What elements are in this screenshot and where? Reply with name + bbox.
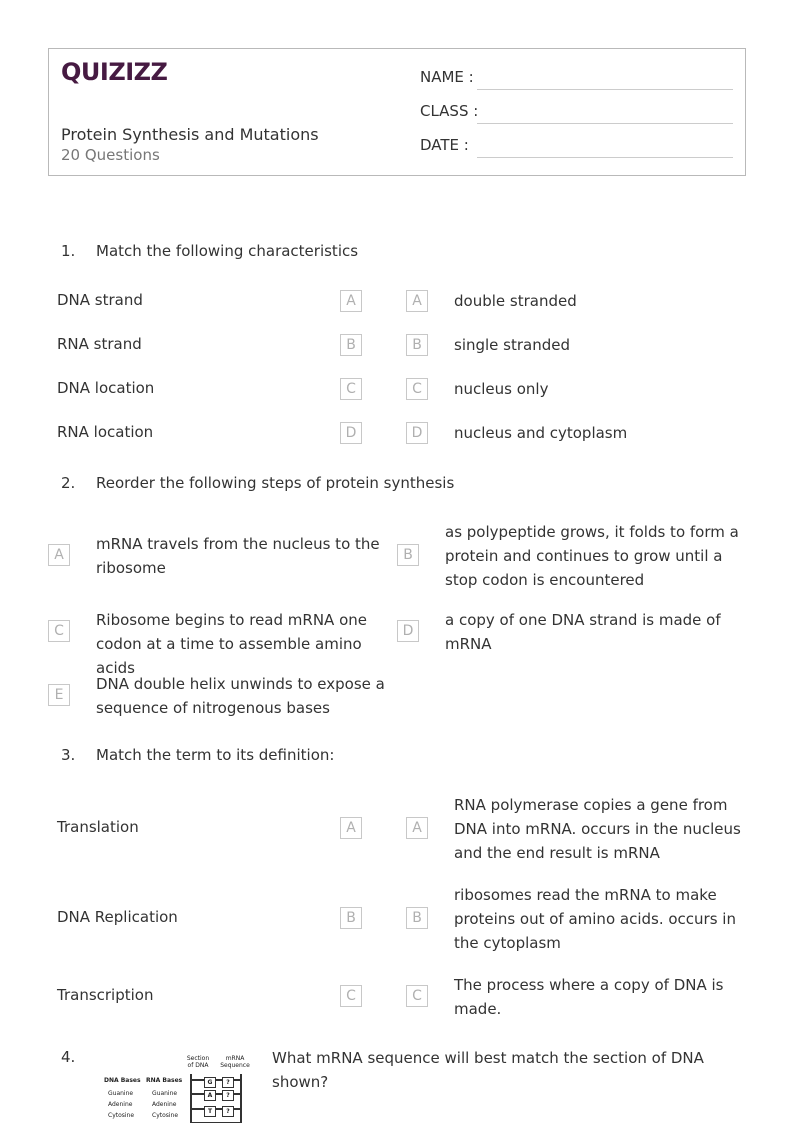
name-label: NAME :	[420, 68, 474, 86]
option-letter-box[interactable]: B	[397, 544, 419, 566]
question-count: 20 Questions	[61, 146, 160, 164]
option-letter-box: A	[406, 817, 428, 839]
rna-base: Adenine	[152, 1101, 177, 1108]
mrna-sequence-label: mRNA Sequence	[220, 1055, 250, 1069]
match-right-item: ribosomes read the mRNA to make proteins out of amino acids. occurs in the cytoplasm	[454, 886, 736, 952]
match-left-item: RNA location	[57, 423, 154, 441]
match-right-item: double stranded	[454, 292, 577, 310]
answer-box[interactable]: B	[340, 907, 362, 929]
dna-base-tile: A	[204, 1090, 216, 1101]
option-letter-box[interactable]: D	[397, 620, 419, 642]
match-left-item: Transcription	[57, 986, 154, 1004]
option-letter-box: C	[406, 985, 428, 1007]
option-text: Ribosome begins to read mRNA one codon at a time to assemble amino acids	[96, 611, 367, 677]
match-right-item: The process where a copy of DNA is made.	[454, 976, 724, 1018]
rna-base: Cytosine	[152, 1112, 179, 1119]
worksheet-title: Protein Synthesis and Mutations	[61, 125, 319, 144]
option-letter-box: B	[406, 334, 428, 356]
class-label: CLASS :	[420, 102, 479, 120]
option-letter-box: D	[406, 422, 428, 444]
match-right-item: nucleus only	[454, 380, 549, 398]
option-text: a copy of one DNA strand is made of mRNA	[445, 611, 721, 653]
dna-figure	[100, 1052, 260, 1123]
dna-backbone	[190, 1074, 192, 1123]
question-text: Match the following characteristics	[96, 242, 359, 260]
option-text: DNA double helix unwinds to expose a sequence of nitrogenous bases	[96, 675, 385, 717]
mrna-base-tile: ?	[222, 1077, 234, 1088]
dna-base-tile: G	[204, 1077, 216, 1088]
answer-box[interactable]: C	[340, 378, 362, 400]
mrna-base-tile: ?	[222, 1106, 234, 1117]
option-letter-box[interactable]: C	[48, 620, 70, 642]
option-letter-box: B	[406, 907, 428, 929]
question-number: 1.	[61, 242, 76, 260]
dna-base: Guanine	[108, 1090, 134, 1097]
rna-base: Guanine	[152, 1090, 178, 1097]
name-line[interactable]	[477, 89, 733, 90]
answer-box[interactable]: B	[340, 334, 362, 356]
mrna-base-tile: ?	[222, 1090, 234, 1101]
dna-base: Adenine	[108, 1101, 133, 1108]
match-left-item: DNA Replication	[57, 908, 178, 926]
question-text: What mRNA sequence will best match the section of DNA shown?	[272, 1049, 704, 1091]
question-number: 2.	[61, 474, 76, 492]
class-line[interactable]	[477, 123, 733, 124]
answer-box[interactable]: D	[340, 422, 362, 444]
answer-box[interactable]: C	[340, 985, 362, 1007]
question-number: 4.	[61, 1048, 76, 1066]
match-left-item: DNA strand	[57, 291, 143, 309]
match-left-item: DNA location	[57, 379, 155, 397]
option-letter-box[interactable]: E	[48, 684, 70, 706]
mrna-backbone	[240, 1074, 242, 1123]
match-right-item: single stranded	[454, 336, 571, 354]
dna-base: Cytosine	[108, 1112, 135, 1119]
match-left-item: Translation	[57, 818, 139, 836]
rna-bases-header: RNA Bases	[146, 1077, 183, 1084]
question-text: Reorder the following steps of protein synthesis	[96, 474, 455, 492]
answer-box[interactable]: A	[340, 817, 362, 839]
match-right-item: nucleus and cytoplasm	[454, 424, 628, 442]
option-letter-box[interactable]: A	[48, 544, 70, 566]
quizizz-logo: QUIZIZZ	[61, 58, 168, 86]
match-left-item: RNA strand	[57, 335, 142, 353]
date-line[interactable]	[477, 157, 733, 158]
section-of-dna-label: Section of DNA	[186, 1055, 210, 1069]
dna-base-tile: T	[204, 1106, 216, 1117]
option-text: mRNA travels from the nucleus to the ribosome	[96, 535, 380, 577]
option-text: as polypeptide grows, it folds to form a protein and continues to grow until a stop codon is encountered	[445, 523, 739, 589]
date-label: DATE :	[420, 136, 469, 154]
question-number: 3.	[61, 746, 76, 764]
question-text: Match the term to its definition:	[96, 746, 335, 764]
dna-bases-header: DNA Bases	[104, 1077, 141, 1084]
match-right-item: RNA polymerase copies a gene from DNA into mRNA. occurs in the nucleus and the end result is mRNA	[454, 796, 741, 862]
option-letter-box: C	[406, 378, 428, 400]
answer-box[interactable]: A	[340, 290, 362, 312]
option-letter-box: A	[406, 290, 428, 312]
